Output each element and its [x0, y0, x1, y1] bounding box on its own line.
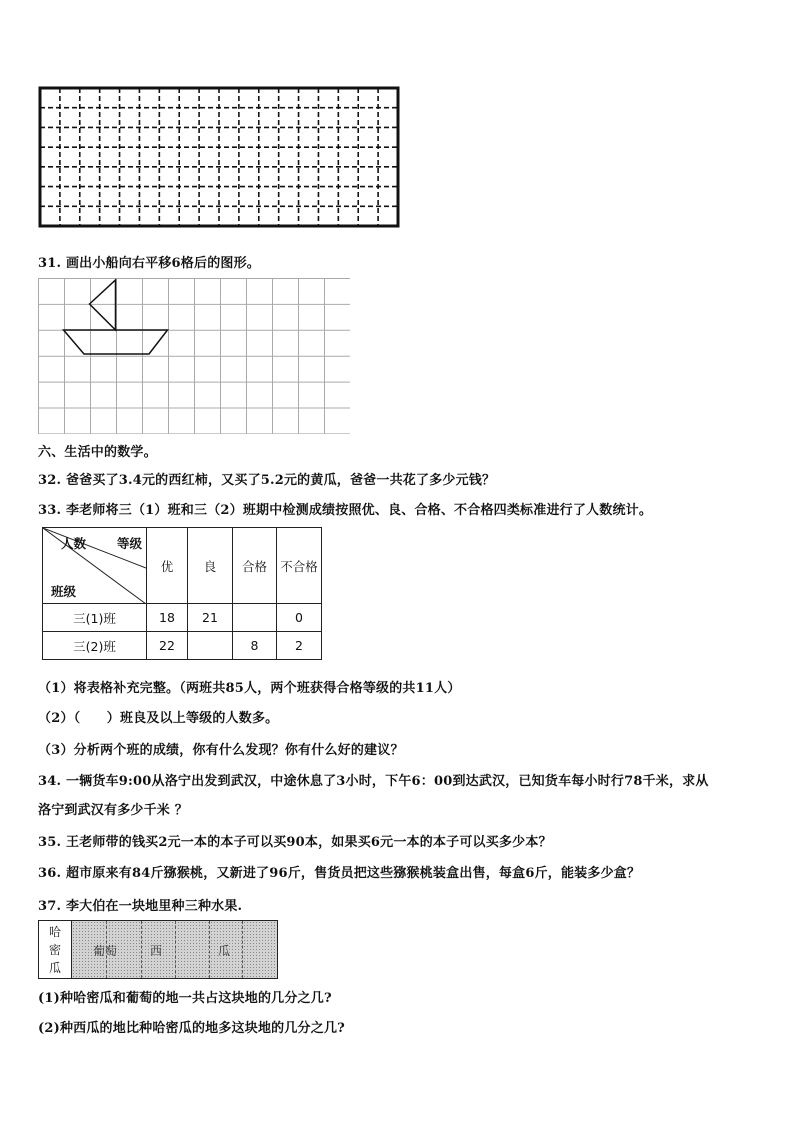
question-number: 31.	[38, 256, 62, 271]
boat-grid-lines	[38, 278, 350, 434]
boat-sail	[90, 280, 116, 330]
dashed-grid-lines	[40, 88, 398, 226]
watermelon-section-4	[243, 921, 277, 978]
question-text: 画出小船向右平移6格后的图形。	[65, 256, 260, 271]
question-32	[38, 469, 495, 488]
question-text-line-1: 一辆货车9:00从洛宁出发到武汉，中途休息了3小时，下午6：00到达武汉，已知货车每小时行78千米，求从	[65, 774, 709, 789]
question-text: 超市原来有84斤猕猴桃，又新进了96斤，售货员把这些猕猴桃装盒出售，每盒6斤，能装多少盒？	[65, 866, 641, 881]
section-title: 六、生活中的数学。	[38, 445, 157, 460]
table-row	[43, 632, 322, 660]
header-people: 人数	[61, 536, 87, 551]
table-cell-blank	[188, 632, 233, 660]
column-header: 良	[188, 528, 233, 604]
question-37-sub-1: (1)种哈密瓜和葡萄的地一共占这块地的几分之几?	[38, 991, 332, 1006]
dashed-grid-figure	[38, 86, 400, 228]
shaded-area	[72, 921, 277, 978]
header-class: 班级	[51, 584, 77, 599]
fruit-field-diagram	[38, 920, 278, 979]
question-number: 35.	[38, 835, 62, 850]
table-cell: 2	[277, 632, 322, 660]
question-36	[38, 862, 640, 881]
question-number: 33.	[38, 503, 62, 518]
question-37	[38, 895, 242, 914]
question-33	[38, 499, 652, 518]
table-cell: 22	[147, 632, 188, 660]
question-text: 李老师将三（1）班和三（2）班期中检测成绩按照优、良、合格、不合格四类标准进行了人数统计。	[65, 503, 653, 518]
hami-melon-section	[39, 921, 72, 978]
question-text: 李大伯在一块地里种三种水果.	[65, 899, 243, 914]
boat-hull	[64, 330, 168, 354]
hami-label-1: 哈	[48, 925, 61, 939]
grape-label: 葡萄	[93, 944, 118, 958]
question-number: 36.	[38, 866, 62, 881]
watermelon-section-2	[176, 921, 210, 978]
watermelon-label-2: 瓜	[218, 944, 231, 958]
question-number: 37.	[38, 899, 62, 914]
score-table	[42, 527, 322, 660]
boat-grid-figure	[38, 278, 350, 434]
column-header: 优	[147, 528, 188, 604]
column-header: 不合格	[277, 528, 322, 604]
watermelon-label-1: 西	[150, 944, 163, 958]
question-33-sub-1: （1）将表格补充完整。（两班共85人，两个班获得合格等级的共11人）	[38, 681, 461, 696]
table-cell: 21	[188, 604, 233, 632]
table-cell-blank	[233, 604, 277, 632]
question-number: 32.	[38, 473, 62, 488]
question-34	[38, 770, 709, 789]
question-33-sub-2: （2）（ ）班良及以上等级的人数多。	[38, 711, 279, 726]
row-label: 三(1)班	[43, 604, 147, 632]
table-cell: 8	[233, 632, 277, 660]
table-cell: 0	[277, 604, 322, 632]
question-text: 爸爸买了3.4元的西红柿，又买了5.2元的黄瓜，爸爸一共花了多少元钱？	[65, 473, 496, 488]
column-header: 合格	[233, 528, 277, 604]
question-text: 王老师带的钱买2元一本的本子可以买90本，如果买6元一本的本子可以买多少本？	[65, 835, 552, 850]
table-row	[43, 604, 322, 632]
question-number: 34.	[38, 774, 62, 789]
diagonal-header-cell	[43, 528, 147, 604]
header-grade: 等级	[116, 536, 142, 551]
question-33-sub-3: （3）分析两个班的成绩，你有什么发现？你有什么好的建议？	[38, 743, 404, 758]
question-35	[38, 831, 552, 850]
hami-label-3: 瓜	[48, 961, 61, 975]
question-31	[38, 252, 260, 271]
hami-label-2: 密	[48, 943, 61, 957]
question-37-sub-2: (2)种西瓜的地比种哈密瓜的地多这块地的几分之几?	[38, 1021, 345, 1036]
question-34-line-2: 洛宁到武汉有多少千米 ？	[38, 803, 188, 818]
table-cell: 18	[147, 604, 188, 632]
row-label: 三(2)班	[43, 632, 147, 660]
